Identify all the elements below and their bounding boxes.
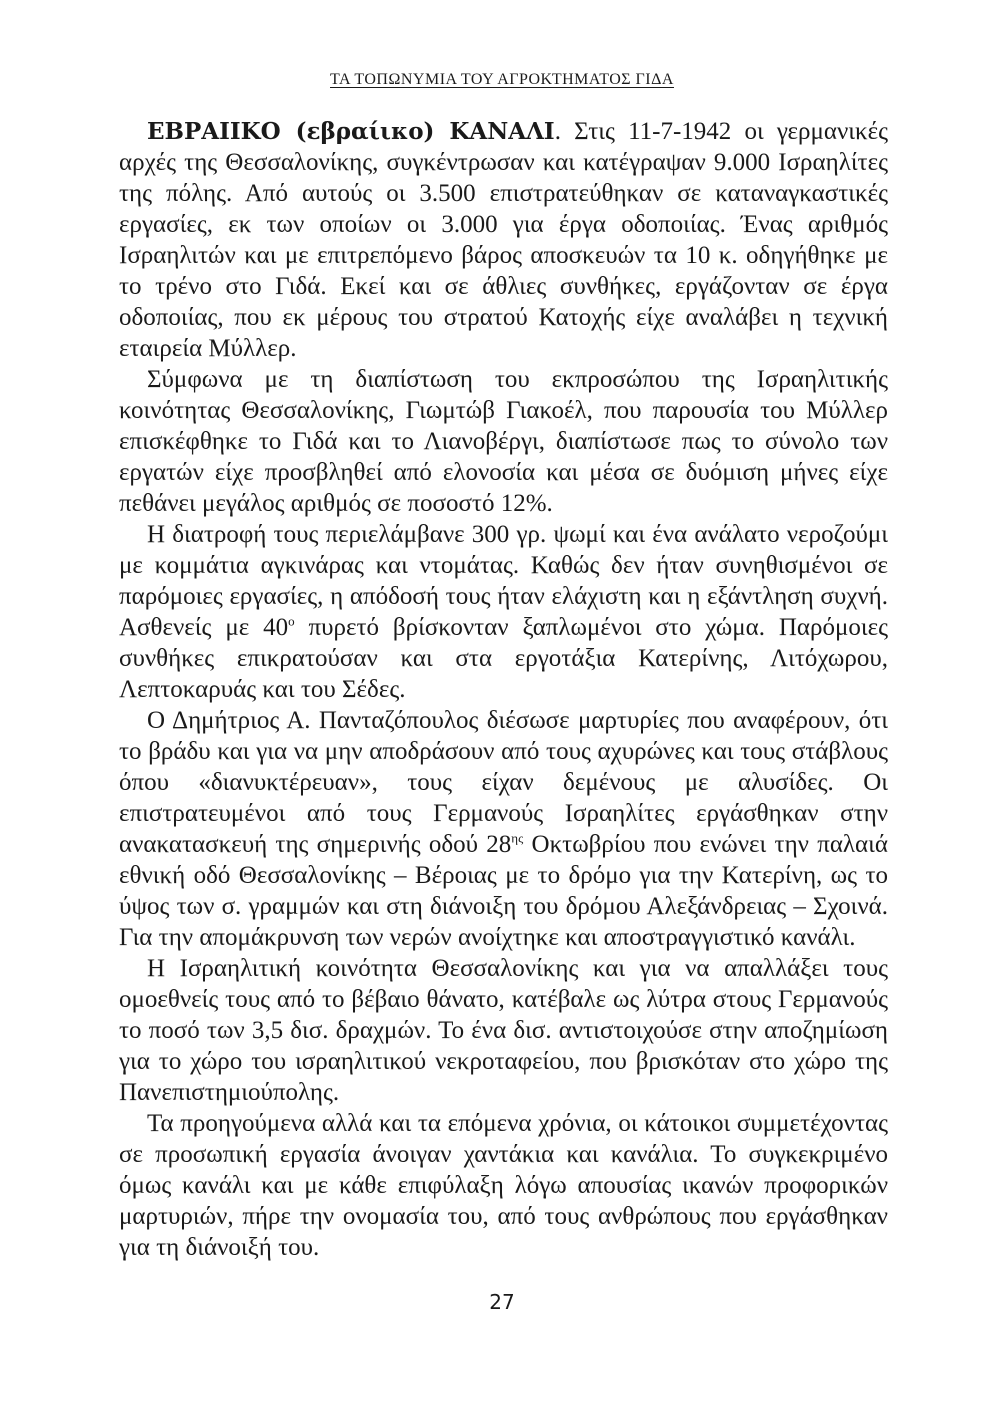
paragraph-6: Τα προηγούμενα αλλά και τα επόμενα χρόνια, οι κάτοικοι συμμετέχοντας σε προσωπική εργασία άνοιγαν χαντάκια και κανάλια. Το συγκεκριμένο όμως κανάλι και με κάθε επιφύλαξη λόγω απουσίας ικανών προφορικών μαρτυριών, πήρε την ονομασία του, από τους ανθρώπους που εργάσθηκαν για τη διάνοιξή του. bbox=[119, 1110, 888, 1261]
paragraph-3 bbox=[119, 519, 888, 705]
degree-superscript: ο bbox=[288, 613, 295, 629]
paragraph-3-text-a: Η διατροφή τους περιελάμβανε 300 γρ. ψωμί και ένα ανάλατο νεροζούμι με κομμάτια αγκινάρας και ντομάτας. Καθώς δεν ήταν συνηθισμένοι σε παρόμοιες εργασίες, η απόδοσή τους ήταν ελάχιστη και η εξάντληση συχνή. Ασθενείς με 40 bbox=[119, 521, 888, 641]
paragraph-5: Η Ισραηλιτική κοινότητα Θεσσαλονίκης και για να απαλλάξει τους ομοεθνείς τους από το βέβαιο θάνατο, κατέβαλε ως λύτρα στους Γερμανούς το ποσό των 3,5 δισ. δραχμών. Το ένα δισ. αντιστοιχούσε στην αποζημίωση για το χώρο του ισραηλιτικού νεκροταφείου, που βρισκόταν στο χώρο της Πανεπιστημιούπολης. bbox=[119, 955, 888, 1106]
paragraph-4-text-a: Ο Δημήτριος Α. Πανταζόπουλος διέσωσε μαρτυρίες που αναφέρουν, ότι το βράδυ και για να μην αποδράσουν από τους αχυρώνες και τους στάβλους όπου «διανυκτέρευαν», τους είχαν δεμένους με αλυσίδες. Οι επιστρατευμένοι από τους Γερμανούς Ισραηλίτες εργάσθηκαν στην ανακατασκευή της σημερινής οδού 28 bbox=[119, 707, 888, 858]
page-number: 27 bbox=[489, 1290, 515, 1314]
paragraph-2: Σύμφωνα με τη διαπίστωση του εκπροσώπου της Ισραηλιτικής κοινότητας Θεσσαλονίκης, Γιωμτώβ Γιακοέλ, που παρουσία του Μύλλερ επισκέφθηκε το Γιδά και το Λιανοβέργι, διαπίστωσε πως το σύνολο των εργατών είχε προσβληθεί από ελονοσία και μέσα σε δυόμιση μήνες είχε πεθάνει μεγάλος αριθμός σε ποσοστό 12%. bbox=[119, 366, 888, 517]
paragraph-4 bbox=[119, 705, 888, 953]
paragraph-1-text: . Στις 11-7-1942 οι γερμανικές αρχές της Θεσσαλονίκης, συγκέντρωσαν και κατέγραψαν 9.000 Ισραηλίτες της πόλης. Από αυτούς οι 3.500 επιστρατεύθηκαν σε καταναγκαστικές εργασίες, εκ των οποίων οι 3.000 για έργα οδοποιίας. Ένας αριθμός Ισραηλιτών και με επιτρεπόμενο βάρος αποσκευών τα 10 κ. οδηγήθηκε με το τρένο στο Γιδά. Εκεί και σε άθλιες συνθήκες, εργάζονταν σε έργα οδοποιίας, που εκ μέρους του στρατού Κατοχής είχε αναλάβει η τεχνική εταιρεία Μύλλερ. bbox=[119, 118, 888, 362]
running-header-title: ΤΑ ΤΟΠΩΝΥΜΙΑ ΤΟΥ ΑΓΡΟΚΤΗΜΑΤΟΣ ΓΙΔΑ bbox=[330, 71, 674, 88]
main-text bbox=[119, 116, 888, 1263]
ordinal-superscript: ης bbox=[511, 830, 524, 846]
paragraph-3-text-b: πυρετό βρίσκονταν ξαπλωμένοι στο χώμα. Παρόμοιες συνθήκες επικρατούσαν και στα εργοτάξια Κατερίνης, Λιτόχωρου, Λεπτοκαρυάς και του Σέδες. bbox=[119, 614, 888, 703]
entry-heading: ΕΒΡΑΙΙΚΟ (εβραίικο) ΚΑΝΑΛΙ bbox=[147, 118, 555, 145]
paragraph-4-text-b: Οκτωβρίου που ενώνει την παλαιά εθνική οδό Θεσσαλονίκης – Βέροιας με το δρόμο για την Κατερίνη, ως το ύψος των σ. γραμμών και στη διάνοιξη του δρόμου Αλεξάνδρειας – Σχοινά. Για την απομάκρυνση των νερών ανοίχτηκε και αποστραγγιστικό κανάλι. bbox=[119, 831, 888, 951]
running-header bbox=[0, 71, 1004, 89]
paragraph-1 bbox=[119, 116, 888, 364]
